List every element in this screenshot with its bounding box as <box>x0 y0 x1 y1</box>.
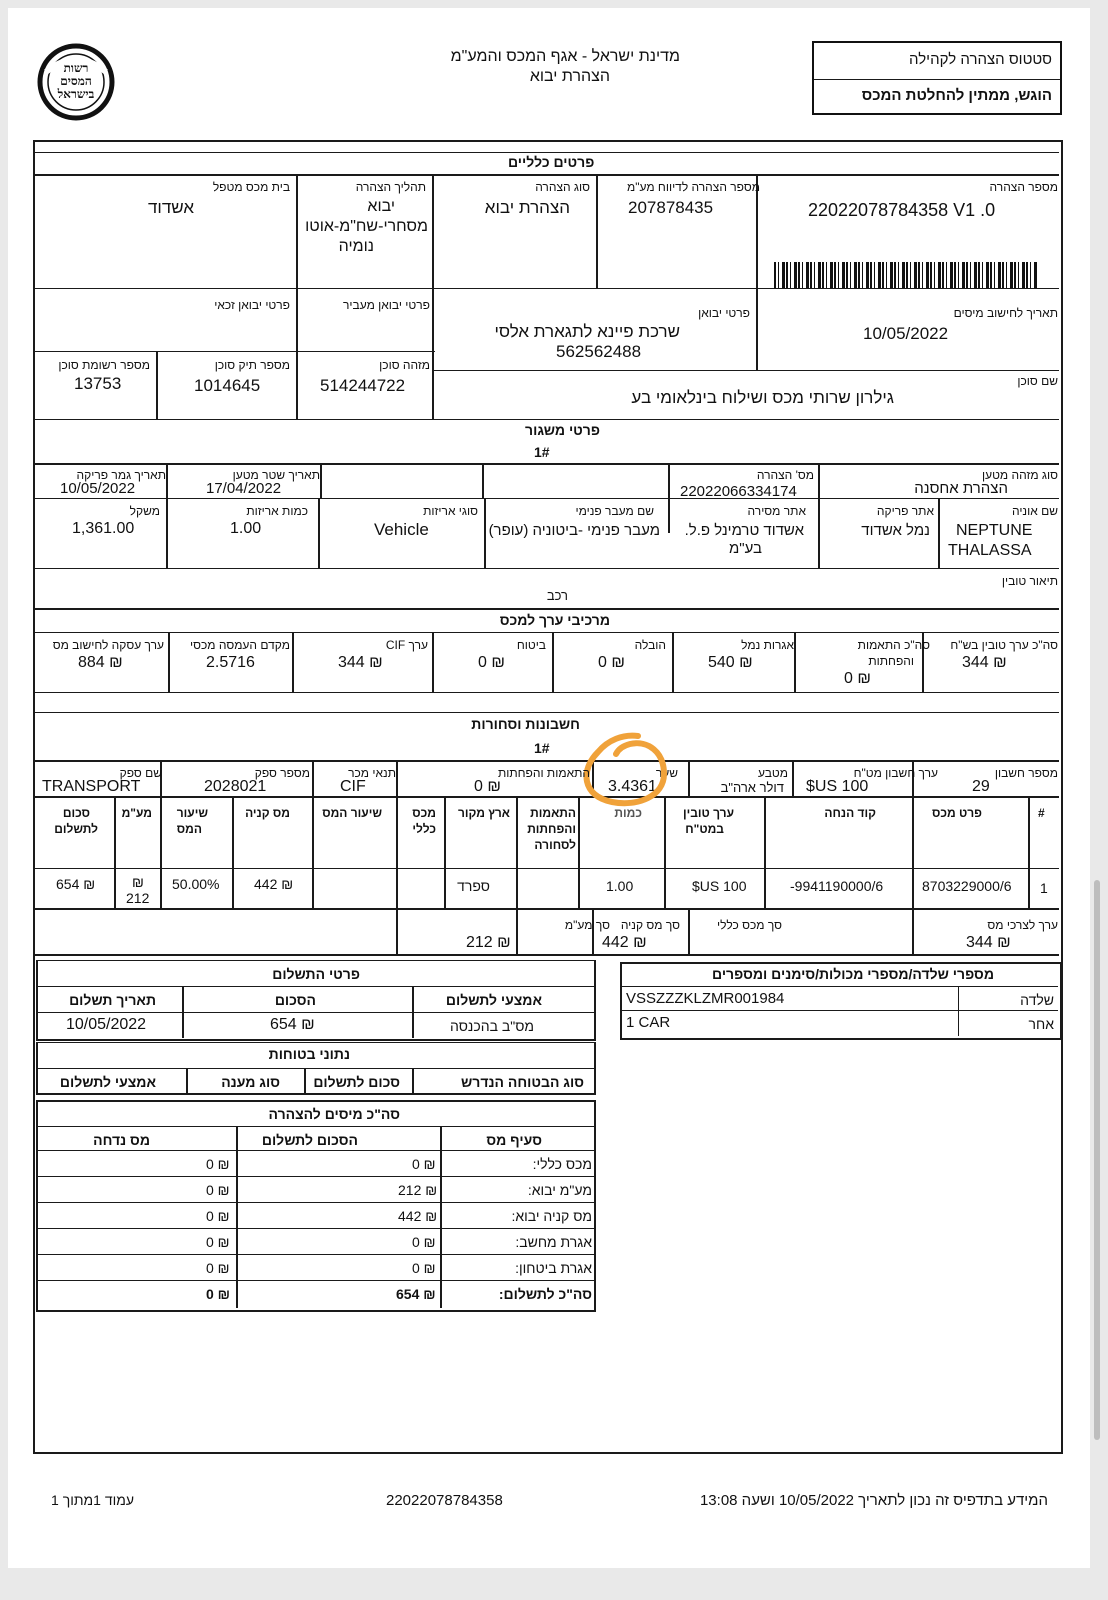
taxes-col-item: סעיף מס <box>486 1132 542 1148</box>
col-qty: כמות <box>614 806 642 820</box>
col-tax-rate: שיעור המס <box>322 806 382 820</box>
chassis-label: שלדה <box>1020 992 1054 1008</box>
item-fx-goods: $US 100 <box>692 878 747 894</box>
col-gen-customs-2: כללי <box>412 822 436 836</box>
process-line3: נומיה <box>338 238 374 255</box>
tax-row-amount: 0 ₪ <box>412 1260 436 1276</box>
tax-row-exempt: 0 ₪ <box>206 1208 230 1224</box>
deal-value: 884 ₪ <box>78 654 123 671</box>
insurance: 0 ₪ <box>478 654 505 671</box>
process-line1: יבוא <box>367 198 395 215</box>
tax-row-item: אגרת מחשב: <box>515 1234 592 1250</box>
port-fees: 540 ₪ <box>708 654 753 671</box>
guarantee-response-label: סוג מענה <box>221 1074 280 1090</box>
tax-row-exempt: 0 ₪ <box>206 1182 230 1198</box>
page-number: עמוד 1מתוך 1 <box>51 1492 134 1508</box>
delivery-line1: אשדוד טרמינל פ.ל. <box>684 522 804 539</box>
pack-type: Vehicle <box>374 520 429 539</box>
entitled-importer-label: פרטי יבואן זכאי <box>214 298 290 312</box>
guarantee-type-label: סוג הבטוחה הנדרש <box>460 1074 584 1090</box>
item-qty: 1.00 <box>606 878 634 894</box>
adjustments-label-1: סה"כ התאמות <box>857 638 930 652</box>
status-title: סטטוס הצהרה לקהילה <box>909 51 1052 68</box>
agent-id-label: מזהה סוכן <box>379 358 430 372</box>
tax-row-amount: 442 ₪ <box>398 1208 438 1224</box>
payment-amount-label: הסכום <box>274 992 316 1008</box>
delivery-line2: בע"מ <box>728 540 762 557</box>
payment-date: 10/05/2022 <box>66 1016 147 1033</box>
unload-end: 10/05/2022 <box>60 480 136 497</box>
chassis-value: VSSZZZKLZMR001984 <box>626 990 785 1007</box>
item-tax-rate2: 50.00% <box>172 876 220 892</box>
payment-amount: 654 ₪ <box>270 1016 315 1033</box>
tax-total-amount: 654 ₪ <box>396 1286 436 1302</box>
adj: 0 ₪ <box>474 778 501 795</box>
item-purchase-tax: 442 ₪ <box>254 876 294 892</box>
cargo-id-type: הצהרת אחסנה <box>914 480 1008 497</box>
supplier-name: TRANSPORT <box>42 778 141 795</box>
tax-date-label: תאריך לחישוב מיסים <box>953 306 1058 320</box>
supplier-no: 2028021 <box>204 778 267 795</box>
section-title-value: מרכיבי ערך למכס <box>499 612 610 628</box>
agent-reg: 13753 <box>74 374 122 393</box>
bill-date: 17/04/2022 <box>206 480 282 497</box>
gen-customs-total-label: סך מכס כללי <box>716 918 782 932</box>
purchase-tax-total: 442 ₪ <box>602 934 647 951</box>
agent-id: 514244722 <box>320 376 406 395</box>
invoice-index: 1# <box>534 740 550 756</box>
col-tariff: פרט מכס <box>931 806 982 820</box>
cif: 344 ₪ <box>338 654 383 671</box>
customs-value: 344 ₪ <box>966 934 1011 951</box>
decl-no: 22022066334174 <box>680 483 797 500</box>
factor-label: מקדם העמסה מכסי <box>189 638 290 652</box>
printed-note: המידע בתדפיס זה נכון לתאריך 10/05/2022 ושעה 13:08 <box>699 1492 1048 1509</box>
crossing: מעבר פנימי -ביטוניה (עופר) <box>488 522 660 539</box>
purchase-tax-total-label: סך מס קניה <box>620 918 680 932</box>
status-box <box>812 41 1062 115</box>
delivery-site-label: אתר מסירה <box>747 504 806 518</box>
invoice-no-label: מספר חשבון <box>994 766 1058 780</box>
crossing-label: שם מעבר פנימי <box>575 504 654 518</box>
other-value: 1 CAR <box>626 1014 671 1031</box>
guarantee-method-label: אמצעי לתשלום <box>59 1074 156 1090</box>
bill-date-label: תאריך שטר מטען <box>232 468 320 482</box>
pack-qty-label: כמות אריזות <box>246 504 308 518</box>
tax-date: 10/05/2022 <box>863 324 949 343</box>
tax-row-item: מס קניה יבוא: <box>511 1208 592 1224</box>
tax-row-amount: 212 ₪ <box>398 1182 438 1198</box>
vat-total: 212 ₪ <box>466 934 511 951</box>
declaration-sheet <box>8 8 1090 1568</box>
cif-label: ערך CIF <box>385 638 428 652</box>
scrollbar-thumb[interactable] <box>1094 880 1100 1440</box>
status-value: הוגש, ממתין להחלטת המכס <box>861 87 1052 104</box>
insurance-label: ביטוח <box>516 638 546 652</box>
taxes-title: סה"כ מיסים להצהרה <box>268 1106 400 1122</box>
freight: 0 ₪ <box>598 654 625 671</box>
tax-total-item: סה"כ לתשלום: <box>498 1286 592 1302</box>
deal-value-label: ערך עסקה לחישוב מס <box>52 638 164 652</box>
terms-label: תנאי מכר <box>348 766 396 780</box>
document-type: הצהרת יבוא <box>529 68 610 85</box>
col-num: # <box>1038 806 1045 820</box>
agent-reg-label: מספר רשומת סוכן <box>58 358 150 372</box>
tax-row-amount: 0 ₪ <box>412 1156 436 1172</box>
unload-site: נמל אשדוד <box>861 522 930 539</box>
col-tax-rate2-1: שיעור <box>176 806 208 820</box>
agent-name-label: שם סוכן <box>1017 374 1058 388</box>
vat-no-label: מספר הצהרה לדיווח מע"מ <box>626 180 760 194</box>
item-origin: ספרד <box>457 878 490 894</box>
supplier-name-label: שם ספק <box>119 766 162 780</box>
adj-label: התאמות והפחתות <box>497 766 590 780</box>
fx-value-label: ערך חשבון מט"ח <box>853 766 938 780</box>
invoice-no: 29 <box>972 778 990 795</box>
col-origin: ארץ מקור <box>457 806 510 820</box>
port-fees-label: אגרות נמל <box>741 638 794 652</box>
item-tariff: 8703229000/6 <box>922 878 1012 894</box>
cargo-id-type-label: סוג מזהה מטען <box>981 468 1058 482</box>
other-label: אחר <box>1028 1016 1054 1032</box>
adjustments: 0 ₪ <box>844 670 871 687</box>
importer-label: פרטי יבואן <box>698 306 750 320</box>
tax-total-exempt: 0 ₪ <box>206 1286 231 1302</box>
declaration-no-label: מספר הצהרה <box>989 180 1058 194</box>
tax-row-exempt: 0 ₪ <box>206 1156 230 1172</box>
rate: 3.4361 <box>608 778 657 795</box>
process-label: תהליך הצהרה <box>355 180 426 194</box>
containers-title: מספרי שלדה/מספרי מכולות/סימנים ומספרים <box>712 966 994 982</box>
process-line2: מסחרי-שח"מ-אוטו <box>305 218 428 235</box>
declaration-no: 22022078784358 V1 .0 <box>808 200 996 220</box>
ship-line2: THALASSA <box>948 542 1032 559</box>
currency: דולר ארה"ב <box>720 780 784 795</box>
section-title-invoices: חשבונות וסחורות <box>471 716 580 732</box>
decl-no-label: מס' הצהרה <box>756 468 814 482</box>
footer-doc-number: 22022078784358 <box>386 1492 503 1509</box>
col-pay-1: סכום <box>62 806 90 820</box>
item-discount-code: -9941190000/6 <box>790 878 884 894</box>
terms: CIF <box>340 778 366 795</box>
unload-end-label: תאריך גמר פריקה <box>76 468 166 482</box>
taxes-col-amount: הסכום לתשלום <box>261 1132 358 1148</box>
ship-label: שם אוניה <box>1011 504 1058 518</box>
customs-house-label: בית מכס מטפל <box>212 180 290 194</box>
vat-total-label: סך מע"מ <box>564 918 610 932</box>
importer-name: שרכת פיינא לתגארת אלסי <box>494 322 680 341</box>
agent-name: גילרון שרותי מכס ושילוח בינלאומי בע <box>631 388 894 407</box>
adjustments-label-2: והפחתות <box>868 654 914 668</box>
freight-label: הובלה <box>634 638 666 652</box>
agent-file: 1014645 <box>194 376 261 395</box>
taxes-col-exempt: מס נדחה <box>93 1132 150 1148</box>
payment-method-label: אמצעי לתשלום <box>445 992 542 1008</box>
unload-site-label: אתר פריקה <box>876 504 934 518</box>
agent-file-label: מספר תיק סוכן <box>214 358 290 372</box>
tax-row-exempt: 0 ₪ <box>206 1260 230 1276</box>
col-purchase-tax: מס קניה <box>245 806 290 820</box>
payment-date-label: תאריך תשלום <box>69 992 156 1008</box>
col-vat: מע"מ <box>121 806 152 820</box>
col-adj-2: והפחתות <box>527 822 576 836</box>
weight: 1,361.00 <box>72 520 135 537</box>
col-pay-2: לתשלום <box>54 822 98 836</box>
tax-row-item: מע"מ יבוא: <box>527 1182 592 1198</box>
authority-line: מדינת ישראל - אגף המכס והמע"מ <box>450 48 680 65</box>
ship-line1: NEPTUNE <box>956 522 1033 539</box>
pack-qty: 1.00 <box>230 520 262 537</box>
total-goods-label: סה"כ ערך טובין בש"ח <box>950 638 1058 652</box>
currency-label: מטבע <box>758 766 788 780</box>
weight-label: משקל <box>129 504 160 518</box>
customs-house: אשדוד <box>147 198 194 217</box>
col-adj-1: התאמות <box>530 806 576 820</box>
item-pay: 654 ₪ <box>56 876 96 892</box>
col-tax-rate2-2: המס <box>176 822 202 836</box>
fx-value: $US 100 <box>806 778 869 795</box>
col-gen-customs-1: מכס <box>412 806 436 820</box>
col-fx-goods-1: ערך טובין <box>682 806 734 820</box>
barcode <box>774 262 1038 288</box>
rate-label: שער <box>655 766 678 780</box>
supplier-no-label: מספר ספק <box>254 766 310 780</box>
payment-method: מס"ב בהכנסה <box>450 1018 534 1034</box>
section-title-general: פרטים כלליים <box>508 154 595 170</box>
item-vat-2: 212 <box>126 890 150 906</box>
factor: 2.5716 <box>206 654 255 671</box>
tax-row-exempt: 0 ₪ <box>206 1234 230 1250</box>
tax-row-amount: 0 ₪ <box>412 1234 436 1250</box>
customs-value-label: ערך לצרכי מס <box>987 918 1058 932</box>
col-fx-goods-2: במט"ח <box>685 822 724 836</box>
tax-row-item: מכס כללי: <box>532 1156 592 1172</box>
goods-desc-label: תיאור טובין <box>1001 574 1058 588</box>
col-discount-code: קוד הנחה <box>824 806 876 820</box>
pack-type-label: סוגי אריזות <box>423 504 478 518</box>
col-adj-3: לסחורה <box>534 838 576 852</box>
total-goods: 344 ₪ <box>962 654 1007 671</box>
item-num: 1 <box>1040 880 1048 896</box>
importer-id: 562562488 <box>556 342 642 361</box>
decl-type-label: סוג הצהרה <box>535 180 590 194</box>
logo-text: רשות המסים בישראל <box>57 61 95 101</box>
shipment-index: 1# <box>534 444 550 460</box>
transit-importer-label: פרטי יבואן מעביר <box>343 298 430 312</box>
item-vat-1: ₪ <box>132 874 144 890</box>
guarantee-amount-label: סכום לתשלום <box>313 1074 400 1090</box>
section-title-shipment: פרטי משגור <box>525 422 600 438</box>
vat-no: 207878435 <box>628 198 714 217</box>
guarantee-title: נתוני בטוחות <box>268 1046 350 1062</box>
tax-authority-logo <box>36 42 116 122</box>
goods-desc: רכב <box>546 588 568 603</box>
payment-title: פרטי התשלום <box>272 966 360 982</box>
tax-row-item: אגרת ביטחון: <box>515 1260 592 1276</box>
decl-type: הצהרת יבוא <box>484 198 570 217</box>
